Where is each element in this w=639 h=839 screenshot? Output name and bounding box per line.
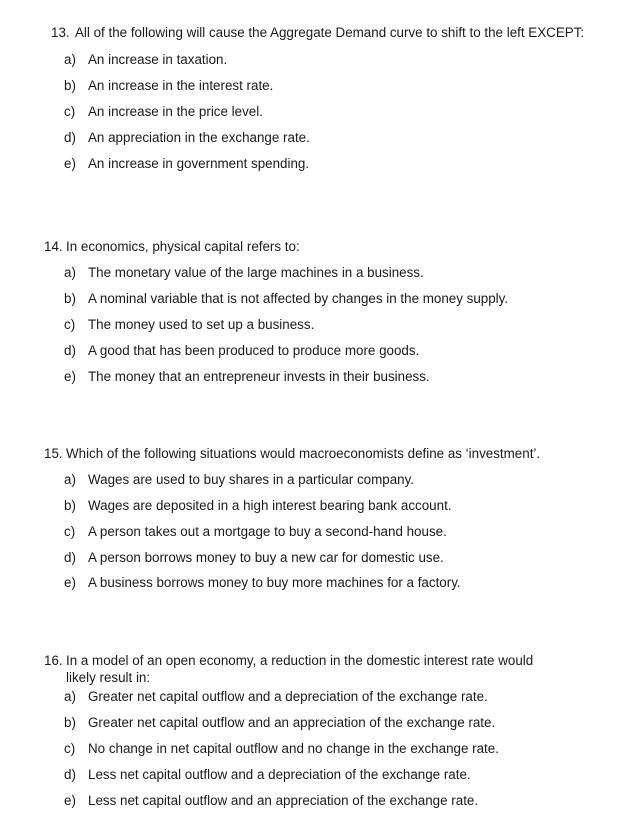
question-stem — [0, 445, 639, 462]
option-text: Wages are deposited in a high interest bearing bank account. — [88, 498, 452, 513]
question-number: 15. — [44, 446, 63, 461]
question-stem — [0, 24, 639, 41]
option-letter: a) — [64, 265, 76, 280]
answer-option-a — [0, 51, 639, 68]
answer-options — [0, 51, 639, 172]
option-text: The money that an entrepreneur invests in their business. — [88, 369, 430, 384]
question-number: 13. — [51, 25, 70, 40]
option-letter: c) — [64, 104, 76, 119]
answer-option-c — [0, 316, 639, 333]
question-text: In economics, physical capital refers to: — [66, 239, 300, 254]
question-13 — [0, 24, 639, 172]
option-text: The monetary value of the large machines in a business. — [88, 265, 424, 280]
option-letter: e) — [64, 156, 76, 171]
question-16 — [0, 652, 639, 809]
option-text: An appreciation in the exchange rate. — [88, 130, 310, 145]
answer-option-b — [0, 714, 639, 731]
option-letter: d) — [64, 767, 76, 782]
option-text: Less net capital outflow and an appreciation of the exchange rate. — [88, 793, 479, 808]
question-stem — [0, 238, 639, 255]
option-text: An increase in the price level. — [88, 104, 263, 119]
answer-options — [0, 471, 639, 591]
answer-option-c — [0, 103, 639, 120]
option-text: The money used to set up a business. — [88, 317, 315, 332]
answer-options — [0, 688, 639, 809]
option-letter: c) — [64, 524, 76, 539]
option-text: No change in net capital outflow and no change in the exchange rate. — [88, 741, 499, 756]
option-text: A person borrows money to buy a new car for domestic use. — [88, 550, 444, 565]
option-letter: e) — [64, 575, 76, 590]
answer-option-e — [0, 574, 639, 591]
answer-option-d — [0, 342, 639, 359]
option-letter: d) — [64, 550, 76, 565]
answer-option-d — [0, 549, 639, 566]
answer-option-d — [0, 766, 639, 783]
question-14 — [0, 238, 639, 385]
answer-option-a — [0, 471, 639, 488]
option-text: Wages are used to buy shares in a particular company. — [88, 472, 415, 487]
option-letter: b) — [64, 498, 76, 513]
option-letter: b) — [64, 715, 76, 730]
answer-option-b — [0, 290, 639, 307]
question-text: In a model of an open economy, a reduction in the domestic interest rate would likely result in: — [66, 653, 534, 685]
question-stem — [0, 652, 639, 686]
answer-option-b — [0, 497, 639, 514]
question-text: Which of the following situations would macroeconomists define as ‘investment’. — [66, 446, 541, 461]
answer-option-e — [0, 368, 639, 385]
option-text: An increase in the interest rate. — [88, 78, 274, 93]
answer-option-d — [0, 129, 639, 146]
question-number: 16. — [44, 653, 63, 668]
option-text: A business borrows money to buy more machines for a factory. — [88, 575, 461, 590]
option-letter: a) — [64, 472, 76, 487]
option-letter: b) — [64, 78, 76, 93]
answer-option-c — [0, 740, 639, 757]
option-letter: d) — [64, 130, 76, 145]
option-text: A good that has been produced to produce more goods. — [88, 343, 420, 358]
question-text: All of the following will cause the Aggregate Demand curve to shift to the left EXCEPT: — [75, 25, 585, 40]
answer-option-a — [0, 688, 639, 705]
option-letter: e) — [64, 369, 76, 384]
option-letter: c) — [64, 741, 76, 756]
option-text: Less net capital outflow and a depreciation of the exchange rate. — [88, 767, 471, 782]
option-text: An increase in taxation. — [88, 52, 228, 67]
option-text: Greater net capital outflow and a depreciation of the exchange rate. — [88, 689, 488, 704]
option-letter: b) — [64, 291, 76, 306]
answer-option-e — [0, 155, 639, 172]
answer-option-a — [0, 264, 639, 281]
option-text: Greater net capital outflow and an appreciation of the exchange rate. — [88, 715, 496, 730]
question-number: 14. — [44, 239, 63, 254]
question-15 — [0, 445, 639, 591]
answer-option-e — [0, 792, 639, 809]
option-text: A person takes out a mortgage to buy a second-hand house. — [88, 524, 447, 539]
option-letter: a) — [64, 689, 76, 704]
option-letter: a) — [64, 52, 76, 67]
option-letter: c) — [64, 317, 76, 332]
option-text: A nominal variable that is not affected by changes in the money supply. — [88, 291, 509, 306]
answer-options — [0, 264, 639, 385]
answer-option-b — [0, 77, 639, 94]
option-letter: e) — [64, 793, 76, 808]
option-letter: d) — [64, 343, 76, 358]
option-text: An increase in government spending. — [88, 156, 310, 171]
answer-option-c — [0, 523, 639, 540]
